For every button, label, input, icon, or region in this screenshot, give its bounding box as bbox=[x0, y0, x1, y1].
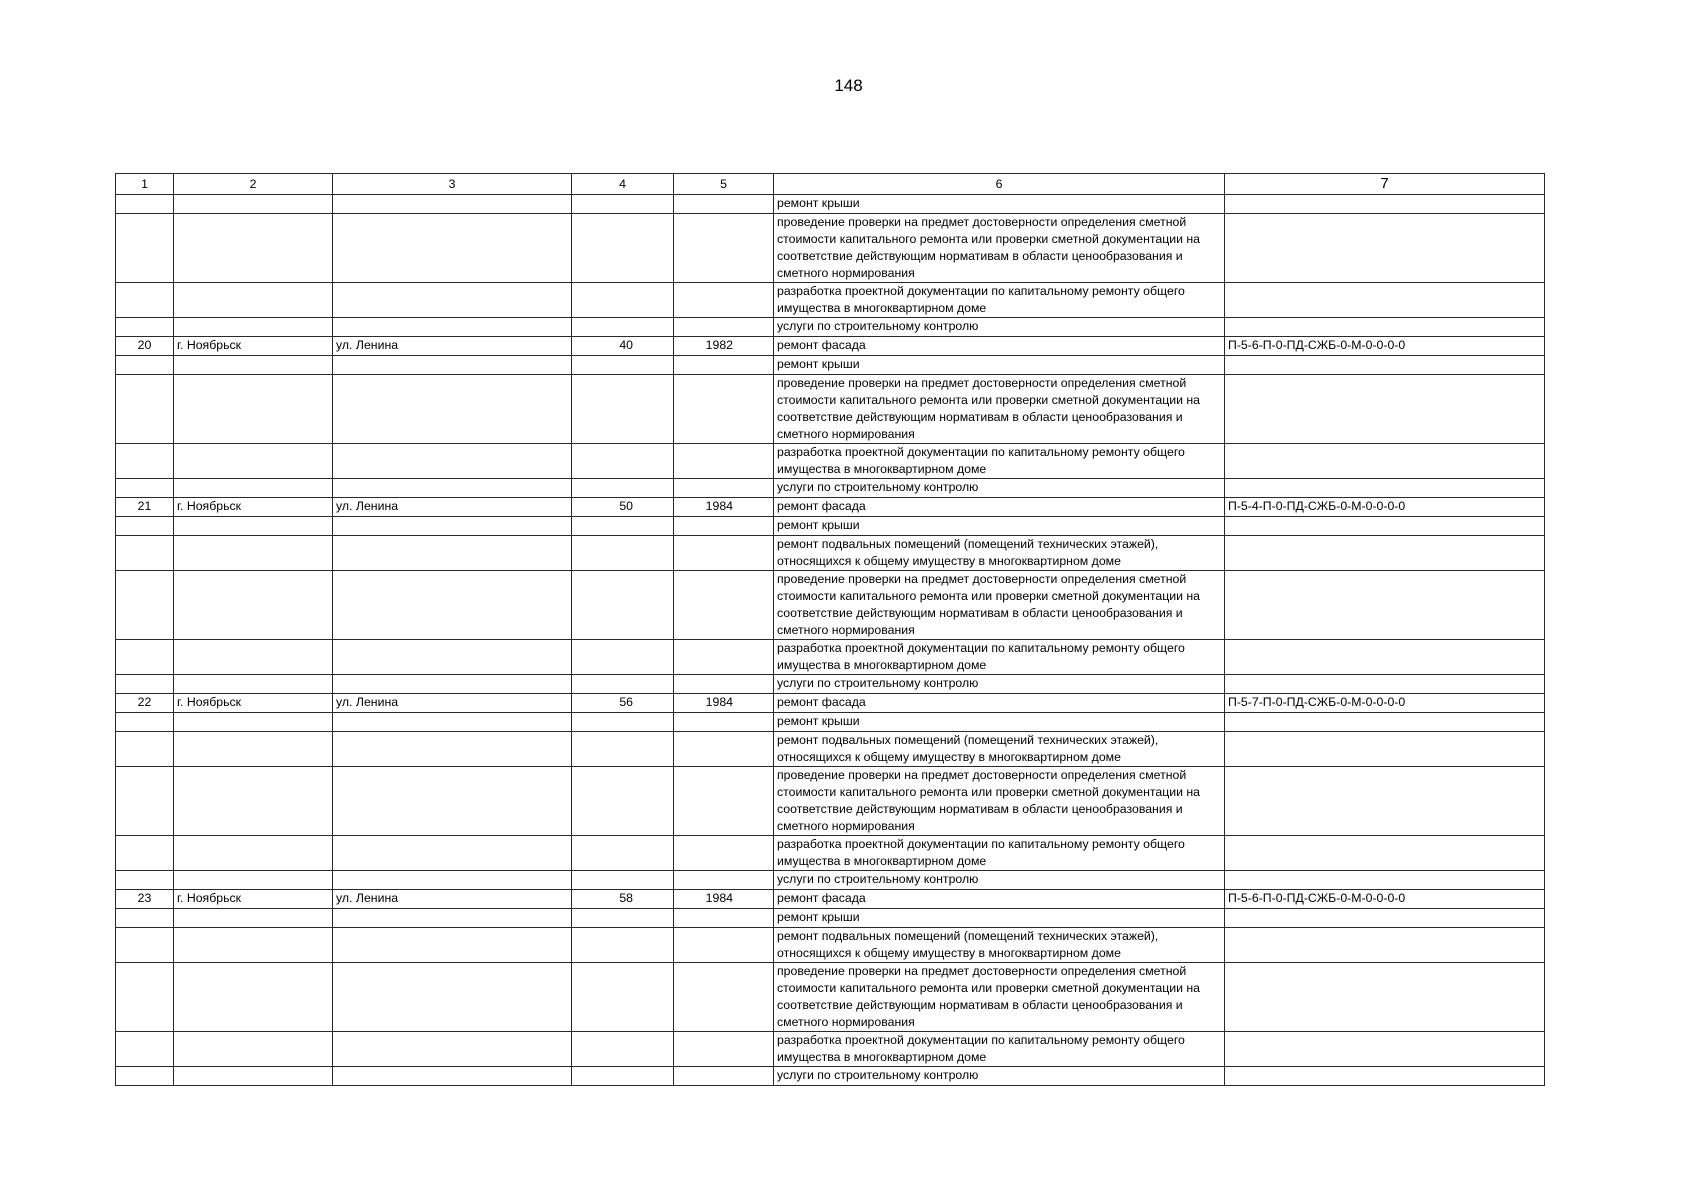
header-cell: 5 bbox=[674, 174, 774, 195]
code-cell: П-5-4-П-0-ПД-СЖБ-0-М-0-0-0-0 bbox=[1225, 498, 1545, 517]
code-cell bbox=[1225, 1032, 1545, 1067]
table-row bbox=[116, 214, 1545, 283]
page-number: 148 bbox=[834, 76, 863, 95]
city-cell bbox=[174, 963, 333, 1032]
code-cell: П-5-6-П-0-ПД-СЖБ-0-М-0-0-0-0 bbox=[1225, 337, 1545, 356]
row-number-cell bbox=[116, 1032, 174, 1067]
row-number-cell: 23 bbox=[116, 890, 174, 909]
work-type-cell: ремонт фасада bbox=[774, 694, 1225, 713]
year-cell bbox=[674, 713, 774, 732]
street-cell: ул. Ленина bbox=[333, 890, 572, 909]
work-type-cell: ремонт фасада bbox=[774, 337, 1225, 356]
year-cell: 1982 bbox=[674, 337, 774, 356]
work-type-cell: разработка проектной документации по капитальному ремонту общего имущества в многоквартирном доме bbox=[774, 640, 1225, 675]
street-cell bbox=[333, 214, 572, 283]
code-cell: П-5-6-П-0-ПД-СЖБ-0-М-0-0-0-0 bbox=[1225, 890, 1545, 909]
row-number-cell bbox=[116, 517, 174, 536]
year-cell bbox=[674, 479, 774, 498]
table-row bbox=[116, 909, 1545, 928]
table-row bbox=[116, 836, 1545, 871]
work-type-cell: ремонт подвальных помещений (помещений технических этажей), относящихся к общему имуществу в многоквартирном доме bbox=[774, 536, 1225, 571]
work-type-cell: услуги по строительному контролю bbox=[774, 1067, 1225, 1086]
row-number-cell bbox=[116, 536, 174, 571]
street-cell bbox=[333, 732, 572, 767]
house-number-cell: 58 bbox=[572, 890, 674, 909]
house-number-cell bbox=[572, 640, 674, 675]
row-number-cell bbox=[116, 1067, 174, 1086]
code-cell bbox=[1225, 283, 1545, 318]
year-cell bbox=[674, 1032, 774, 1067]
city-cell bbox=[174, 909, 333, 928]
work-type-cell: ремонт крыши bbox=[774, 909, 1225, 928]
street-cell bbox=[333, 836, 572, 871]
row-number-cell bbox=[116, 836, 174, 871]
work-type-cell: ремонт подвальных помещений (помещений технических этажей), относящихся к общему имуществу в многоквартирном доме bbox=[774, 928, 1225, 963]
street-cell bbox=[333, 1032, 572, 1067]
city-cell bbox=[174, 640, 333, 675]
city-cell bbox=[174, 517, 333, 536]
code-cell bbox=[1225, 928, 1545, 963]
work-type-cell: ремонт фасада bbox=[774, 890, 1225, 909]
house-number-cell bbox=[572, 963, 674, 1032]
year-cell bbox=[674, 375, 774, 444]
city-cell bbox=[174, 732, 333, 767]
street-cell bbox=[333, 909, 572, 928]
year-cell bbox=[674, 1067, 774, 1086]
row-number-cell bbox=[116, 375, 174, 444]
year-cell bbox=[674, 767, 774, 836]
row-number-cell bbox=[116, 283, 174, 318]
house-number-cell bbox=[572, 214, 674, 283]
house-number-cell bbox=[572, 1032, 674, 1067]
table-row bbox=[116, 318, 1545, 337]
city-cell bbox=[174, 571, 333, 640]
city-cell bbox=[174, 928, 333, 963]
house-number-cell bbox=[572, 571, 674, 640]
city-cell bbox=[174, 713, 333, 732]
year-cell bbox=[674, 195, 774, 214]
street-cell bbox=[333, 767, 572, 836]
city-cell bbox=[174, 1067, 333, 1086]
row-number-cell bbox=[116, 356, 174, 375]
code-cell bbox=[1225, 318, 1545, 337]
code-cell bbox=[1225, 1067, 1545, 1086]
header-cell: 6 bbox=[774, 174, 1225, 195]
house-number-cell bbox=[572, 713, 674, 732]
row-number-cell bbox=[116, 444, 174, 479]
work-type-cell: услуги по строительному контролю bbox=[774, 675, 1225, 694]
work-type-cell: разработка проектной документации по капитальному ремонту общего имущества в многоквартирном доме bbox=[774, 283, 1225, 318]
table-row bbox=[116, 1067, 1545, 1086]
city-cell bbox=[174, 318, 333, 337]
work-type-cell: ремонт подвальных помещений (помещений технических этажей), относящихся к общему имуществу в многоквартирном доме bbox=[774, 732, 1225, 767]
work-type-cell: разработка проектной документации по капитальному ремонту общего имущества в многоквартирном доме bbox=[774, 444, 1225, 479]
row-number-cell: 20 bbox=[116, 337, 174, 356]
row-number-cell bbox=[116, 909, 174, 928]
code-cell: П-5-7-П-0-ПД-СЖБ-0-М-0-0-0-0 bbox=[1225, 694, 1545, 713]
table-row bbox=[116, 928, 1545, 963]
street-cell bbox=[333, 713, 572, 732]
work-type-cell: проведение проверки на предмет достоверности определения сметной стоимости капитального ремонта или проверки сметной документации на соответствие действующим нормативам в области ценообразования и сметного нормирования bbox=[774, 571, 1225, 640]
work-type-cell: разработка проектной документации по капитальному ремонту общего имущества в многоквартирном доме bbox=[774, 836, 1225, 871]
year-cell: 1984 bbox=[674, 498, 774, 517]
city-cell: г. Ноябрьск bbox=[174, 498, 333, 517]
code-cell bbox=[1225, 767, 1545, 836]
house-number-cell bbox=[572, 767, 674, 836]
table-row bbox=[116, 283, 1545, 318]
house-number-cell: 50 bbox=[572, 498, 674, 517]
city-cell bbox=[174, 836, 333, 871]
work-type-cell: услуги по строительному контролю bbox=[774, 318, 1225, 337]
house-number-cell bbox=[572, 871, 674, 890]
city-cell bbox=[174, 375, 333, 444]
row-number-cell bbox=[116, 214, 174, 283]
street-cell bbox=[333, 444, 572, 479]
table-row bbox=[116, 337, 1545, 356]
year-cell bbox=[674, 571, 774, 640]
table-row bbox=[116, 479, 1545, 498]
table-row bbox=[116, 732, 1545, 767]
header-cell: 3 bbox=[333, 174, 572, 195]
row-number-cell bbox=[116, 640, 174, 675]
table-row bbox=[116, 356, 1545, 375]
work-type-cell: услуги по строительному контролю bbox=[774, 871, 1225, 890]
house-number-cell bbox=[572, 195, 674, 214]
house-number-cell bbox=[572, 1067, 674, 1086]
street-cell bbox=[333, 536, 572, 571]
year-cell bbox=[674, 318, 774, 337]
house-number-cell bbox=[572, 928, 674, 963]
code-cell bbox=[1225, 375, 1545, 444]
table-row bbox=[116, 640, 1545, 675]
house-number-cell bbox=[572, 909, 674, 928]
code-cell bbox=[1225, 356, 1545, 375]
city-cell bbox=[174, 536, 333, 571]
street-cell bbox=[333, 640, 572, 675]
header-cell: 4 bbox=[572, 174, 674, 195]
street-cell: ул. Ленина bbox=[333, 694, 572, 713]
repair-program-table bbox=[115, 173, 1545, 1086]
house-number-cell bbox=[572, 318, 674, 337]
city-cell bbox=[174, 1032, 333, 1067]
row-number-cell bbox=[116, 713, 174, 732]
year-cell bbox=[674, 675, 774, 694]
work-type-cell: услуги по строительному контролю bbox=[774, 479, 1225, 498]
table-row bbox=[116, 195, 1545, 214]
city-cell bbox=[174, 675, 333, 694]
header-cell: 1 bbox=[116, 174, 174, 195]
year-cell bbox=[674, 928, 774, 963]
row-number-cell: 21 bbox=[116, 498, 174, 517]
header-cell: 2 bbox=[174, 174, 333, 195]
street-cell bbox=[333, 963, 572, 1032]
street-cell bbox=[333, 571, 572, 640]
street-cell bbox=[333, 1067, 572, 1086]
street-cell bbox=[333, 928, 572, 963]
year-cell bbox=[674, 517, 774, 536]
house-number-cell: 56 bbox=[572, 694, 674, 713]
code-cell bbox=[1225, 640, 1545, 675]
city-cell bbox=[174, 767, 333, 836]
city-cell: г. Ноябрьск bbox=[174, 890, 333, 909]
house-number-cell: 40 bbox=[572, 337, 674, 356]
work-type-cell: ремонт крыши bbox=[774, 356, 1225, 375]
house-number-cell bbox=[572, 444, 674, 479]
city-cell bbox=[174, 871, 333, 890]
year-cell bbox=[674, 536, 774, 571]
row-number-cell: 22 bbox=[116, 694, 174, 713]
house-number-cell bbox=[572, 479, 674, 498]
street-cell bbox=[333, 195, 572, 214]
table-row bbox=[116, 694, 1545, 713]
city-cell: г. Ноябрьск bbox=[174, 694, 333, 713]
table-row bbox=[116, 1032, 1545, 1067]
code-cell bbox=[1225, 195, 1545, 214]
code-cell bbox=[1225, 909, 1545, 928]
house-number-cell bbox=[572, 375, 674, 444]
street-cell bbox=[333, 871, 572, 890]
street-cell: ул. Ленина bbox=[333, 498, 572, 517]
row-number-cell bbox=[116, 571, 174, 640]
code-cell bbox=[1225, 571, 1545, 640]
code-cell bbox=[1225, 871, 1545, 890]
table-row bbox=[116, 375, 1545, 444]
street-cell bbox=[333, 479, 572, 498]
work-type-cell: проведение проверки на предмет достоверности определения сметной стоимости капитального ремонта или проверки сметной документации на соответствие действующим нормативам в области ценообразования и сметного нормирования bbox=[774, 375, 1225, 444]
street-cell: ул. Ленина bbox=[333, 337, 572, 356]
table-row bbox=[116, 890, 1545, 909]
year-cell: 1984 bbox=[674, 890, 774, 909]
street-cell bbox=[333, 283, 572, 318]
year-cell: 1984 bbox=[674, 694, 774, 713]
house-number-cell bbox=[572, 283, 674, 318]
table-row bbox=[116, 871, 1545, 890]
code-cell bbox=[1225, 963, 1545, 1032]
work-type-cell: ремонт крыши bbox=[774, 195, 1225, 214]
row-number-cell bbox=[116, 767, 174, 836]
code-cell bbox=[1225, 836, 1545, 871]
work-type-cell: разработка проектной документации по капитальному ремонту общего имущества в многоквартирном доме bbox=[774, 1032, 1225, 1067]
row-number-cell bbox=[116, 732, 174, 767]
year-cell bbox=[674, 836, 774, 871]
code-cell bbox=[1225, 732, 1545, 767]
table-row bbox=[116, 963, 1545, 1032]
year-cell bbox=[674, 444, 774, 479]
code-cell bbox=[1225, 536, 1545, 571]
year-cell bbox=[674, 356, 774, 375]
table-row bbox=[116, 767, 1545, 836]
city-cell bbox=[174, 195, 333, 214]
year-cell bbox=[674, 732, 774, 767]
city-cell bbox=[174, 214, 333, 283]
code-cell bbox=[1225, 214, 1545, 283]
code-cell bbox=[1225, 517, 1545, 536]
house-number-cell bbox=[572, 836, 674, 871]
header-cell: 7 bbox=[1225, 174, 1545, 195]
row-number-cell bbox=[116, 318, 174, 337]
row-number-cell bbox=[116, 871, 174, 890]
table-row bbox=[116, 517, 1545, 536]
street-cell bbox=[333, 356, 572, 375]
row-number-cell bbox=[116, 675, 174, 694]
code-cell bbox=[1225, 444, 1545, 479]
city-cell: г. Ноябрьск bbox=[174, 337, 333, 356]
street-cell bbox=[333, 517, 572, 536]
header-row bbox=[116, 174, 1545, 195]
code-cell bbox=[1225, 479, 1545, 498]
year-cell bbox=[674, 963, 774, 1032]
code-cell bbox=[1225, 675, 1545, 694]
year-cell bbox=[674, 283, 774, 318]
row-number-cell bbox=[116, 963, 174, 1032]
work-type-cell: ремонт фасада bbox=[774, 498, 1225, 517]
row-number-cell bbox=[116, 195, 174, 214]
year-cell bbox=[674, 640, 774, 675]
table-row bbox=[116, 713, 1545, 732]
table-row bbox=[116, 536, 1545, 571]
table-row bbox=[116, 498, 1545, 517]
house-number-cell bbox=[572, 732, 674, 767]
city-cell bbox=[174, 283, 333, 318]
work-type-cell: ремонт крыши bbox=[774, 517, 1225, 536]
house-number-cell bbox=[572, 536, 674, 571]
table-row bbox=[116, 675, 1545, 694]
street-cell bbox=[333, 318, 572, 337]
street-cell bbox=[333, 375, 572, 444]
house-number-cell bbox=[572, 675, 674, 694]
work-type-cell: ремонт крыши bbox=[774, 713, 1225, 732]
year-cell bbox=[674, 909, 774, 928]
row-number-cell bbox=[116, 479, 174, 498]
city-cell bbox=[174, 479, 333, 498]
table-row bbox=[116, 571, 1545, 640]
year-cell bbox=[674, 214, 774, 283]
house-number-cell bbox=[572, 517, 674, 536]
row-number-cell bbox=[116, 928, 174, 963]
work-type-cell: проведение проверки на предмет достоверности определения сметной стоимости капитального ремонта или проверки сметной документации на соответствие действующим нормативам в области ценообразования и сметного нормирования bbox=[774, 214, 1225, 283]
street-cell bbox=[333, 675, 572, 694]
city-cell bbox=[174, 356, 333, 375]
city-cell bbox=[174, 444, 333, 479]
work-type-cell: проведение проверки на предмет достоверности определения сметной стоимости капитального ремонта или проверки сметной документации на соответствие действующим нормативам в области ценообразования и сметного нормирования bbox=[774, 963, 1225, 1032]
work-type-cell: проведение проверки на предмет достоверности определения сметной стоимости капитального ремонта или проверки сметной документации на соответствие действующим нормативам в области ценообразования и сметного нормирования bbox=[774, 767, 1225, 836]
house-number-cell bbox=[572, 356, 674, 375]
year-cell bbox=[674, 871, 774, 890]
table-row bbox=[116, 444, 1545, 479]
code-cell bbox=[1225, 713, 1545, 732]
